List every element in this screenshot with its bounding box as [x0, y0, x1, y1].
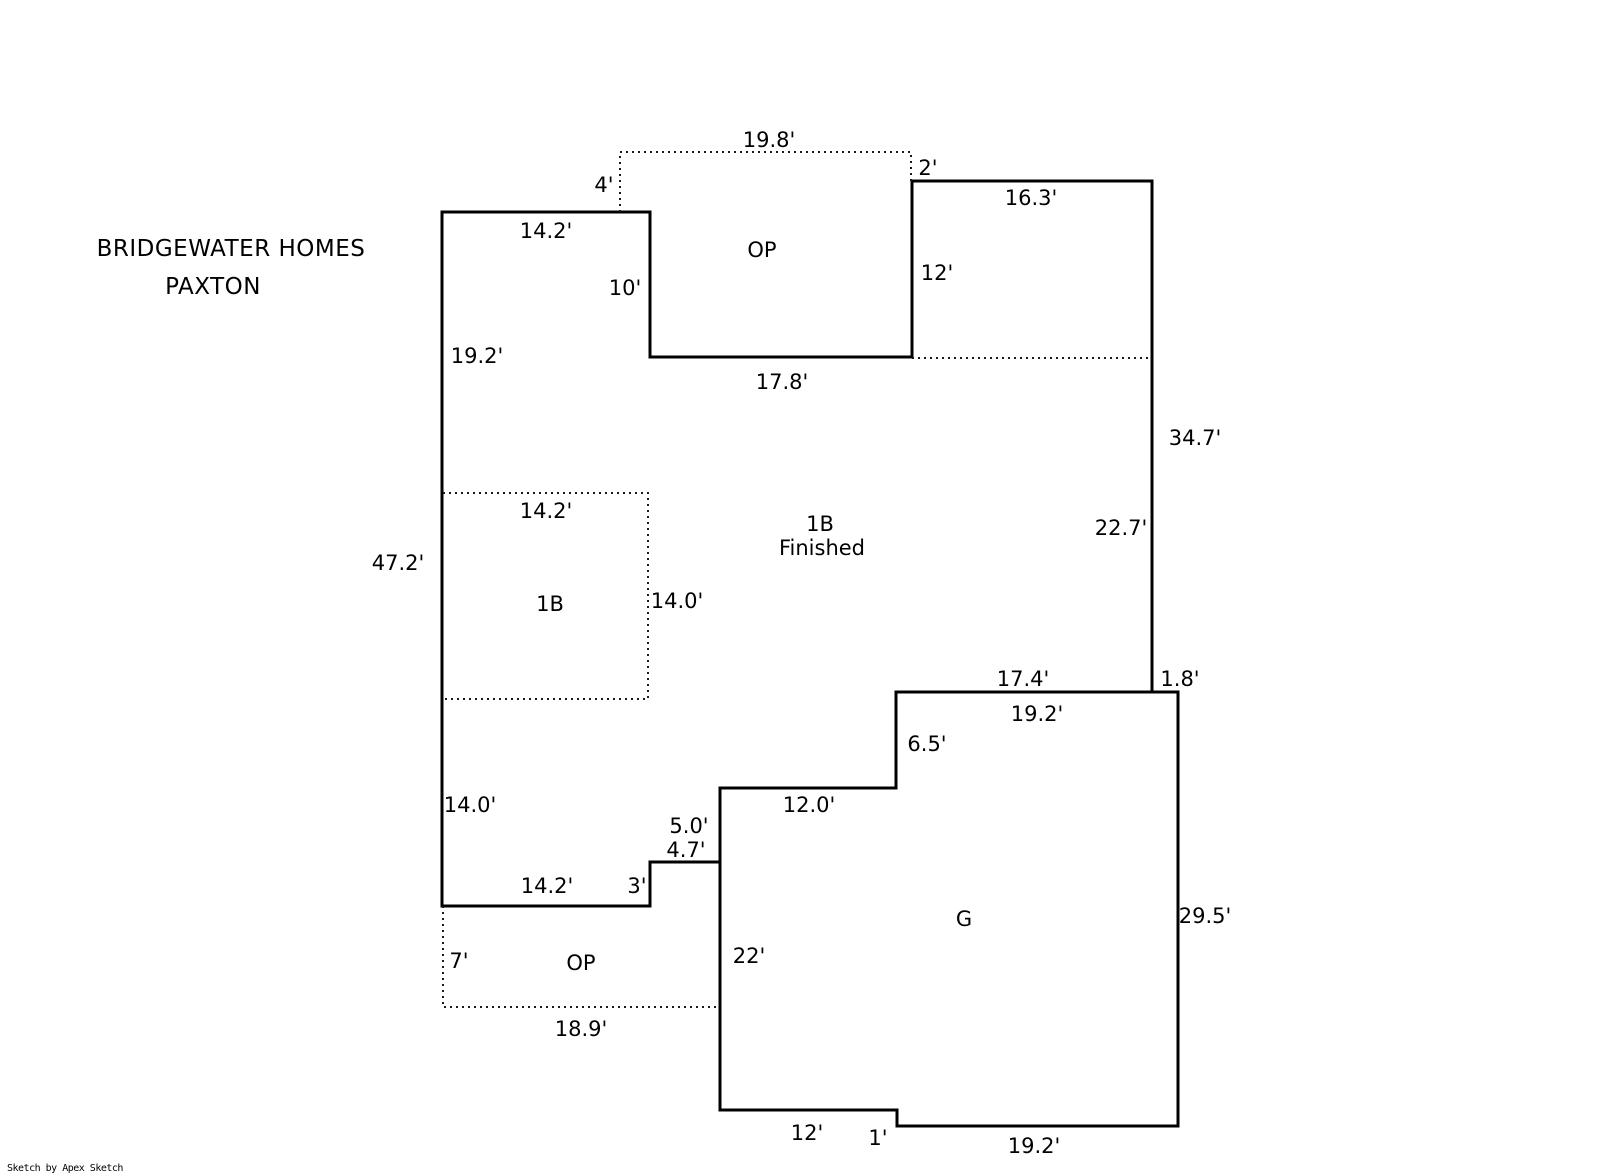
dim-right-wall: 34.7'	[1168, 426, 1222, 450]
room-label-main-line1: 1B	[806, 512, 834, 536]
dimension-labels	[372, 128, 1232, 1158]
room-label-main-line2: Finished	[778, 536, 866, 560]
apex-sketch-credit: Sketch by Apex Sketch	[7, 1163, 123, 1174]
dim-upper-right-top: 16.3'	[1004, 186, 1058, 210]
dim-op-bottom-left: 7'	[449, 949, 469, 973]
dim-basement-box-right: 14.0'	[650, 589, 704, 613]
room-label-open-porch-bottom: OP	[566, 951, 596, 975]
dim-garage-top: 19.2'	[1010, 702, 1064, 726]
dim-op-top-right-offset: 2'	[918, 156, 938, 180]
title-line-1: BRIDGEWATER HOMES	[96, 236, 366, 262]
dim-garage-bottom-left: 12'	[790, 1121, 824, 1145]
dim-garage-left-upper: 6.5'	[907, 732, 947, 756]
dim-garage-right-wall: 29.5'	[1178, 904, 1232, 928]
dim-left-wall-total: 47.2'	[371, 551, 425, 575]
dim-op-top-left-offset: 4'	[594, 173, 614, 197]
dim-left-wall-upper: 19.2'	[450, 344, 504, 368]
room-label-basement-box: 1B	[536, 592, 564, 616]
dim-op-right-wall: 12'	[920, 261, 954, 285]
dim-op-left-wall: 10'	[608, 276, 642, 300]
dim-garage-bottom: 19.2'	[1007, 1134, 1061, 1158]
dim-right-wall-lower: 22.7'	[1094, 516, 1148, 540]
dim-house-step-down: 3'	[627, 874, 647, 898]
solid-walls	[442, 181, 1178, 1126]
dim-garage-bottom-step: 1'	[868, 1126, 888, 1150]
dim-house-bottom-wall: 14.2'	[520, 874, 574, 898]
op-top-dotted-outline	[620, 152, 911, 212]
garage-outline-wall	[720, 692, 1178, 1126]
dim-left-wall-lower: 14.0'	[443, 793, 497, 817]
room-label-open-porch-top: OP	[747, 238, 777, 262]
dim-house-step-left: 4.7'	[666, 838, 706, 862]
dim-op-top-width: 19.8'	[742, 128, 796, 152]
room-label-garage: G	[955, 907, 973, 931]
dim-op-bottom-width: 18.9'	[554, 1017, 608, 1041]
dim-garage-west-upper: 5.0'	[669, 814, 709, 838]
sketch-title	[97, 236, 366, 300]
dim-basement-box-top: 14.2'	[519, 499, 573, 523]
dim-garage-west-wall: 22'	[732, 944, 766, 968]
room-labels	[536, 238, 972, 975]
dim-op-bottom-wall: 17.8'	[755, 370, 809, 394]
dim-garage-top-overhang: 1.8'	[1160, 667, 1200, 691]
dim-top-left-wall: 14.2'	[519, 219, 573, 243]
dim-house-step-bottom: 12.0'	[782, 793, 836, 817]
title-line-2: PAXTON	[165, 274, 261, 300]
dim-house-bottom-right: 17.4'	[996, 667, 1050, 691]
